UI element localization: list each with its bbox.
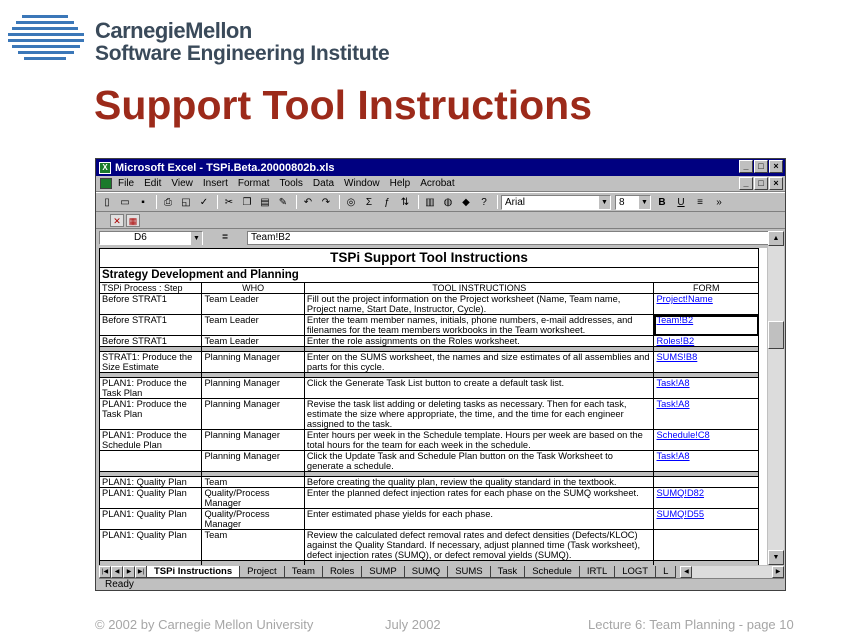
cell-who[interactable]: Team — [202, 477, 304, 488]
drawing-icon[interactable]: ◆ — [462, 196, 470, 208]
pdf-email-icon[interactable]: ▦ — [126, 214, 140, 227]
menu-acrobat[interactable]: Acrobat — [420, 178, 455, 189]
sheet-tab[interactable]: TSPi Instructions — [146, 566, 240, 578]
cell-form[interactable]: Project!Name — [654, 294, 759, 315]
menu-format[interactable]: Format — [237, 178, 270, 189]
table-row — [100, 530, 759, 561]
scroll-left-icon[interactable]: ◀ — [680, 566, 692, 578]
copy-icon[interactable]: ❐ — [242, 196, 252, 208]
cell-form[interactable] — [654, 530, 759, 561]
excel-window — [95, 158, 786, 591]
sheet-title: TSPi Support Tool Instructions — [100, 249, 759, 268]
name-box[interactable] — [99, 231, 203, 245]
cell-instructions[interactable]: Click the Update Task and Schedule Plan button on the Task Worksheet to generate a schedule. — [304, 451, 654, 472]
cell-form[interactable]: Schedule!C8 — [654, 430, 759, 451]
bold-button[interactable]: B — [658, 196, 666, 208]
chevron-down-icon[interactable]: ▼ — [639, 196, 650, 209]
help-icon[interactable]: ? — [481, 196, 487, 208]
sheet-tab[interactable]: LOGT — [614, 566, 656, 578]
cell-instructions[interactable]: Fill out the project information on the Project worksheet (Name, Team name, Project name, Start Date, Instructor, Cycle). — [304, 294, 654, 315]
excel-app-icon: X — [99, 162, 111, 174]
cell-step[interactable] — [100, 451, 202, 472]
menu-file[interactable]: File — [118, 178, 135, 189]
cell-who[interactable]: Quality/Process Manager — [202, 509, 304, 530]
table-row — [100, 352, 759, 373]
formula-bar — [96, 229, 785, 246]
cell-form[interactable] — [654, 477, 759, 488]
logo-line2: Software Engineering Institute — [95, 42, 390, 65]
cell-instructions[interactable]: Review the calculated defect removal rates and defect densities (Defects/KLOC) against the Quality Standard. If necessary, adjust planned time (Task worksheet), defect injection rates (SUMQ), or defect removal yields (SUMQ). — [304, 530, 654, 561]
table-row — [100, 477, 759, 488]
menu-bar — [96, 176, 785, 192]
equals-label: = — [222, 232, 228, 243]
cell-who[interactable]: Quality/Process Manager — [202, 488, 304, 509]
doc-minimize-icon[interactable]: _ — [739, 177, 753, 190]
hyperlink-icon[interactable]: ◎ — [346, 196, 356, 208]
close-icon[interactable]: × — [769, 160, 783, 173]
cell-instructions[interactable]: Before creating the quality plan, review the quality standard in the textbook. — [304, 477, 654, 488]
sheet-tab[interactable]: Task — [490, 566, 526, 578]
sort-icon[interactable]: ⇅ — [400, 196, 410, 208]
new-icon[interactable]: ▯ — [104, 196, 110, 208]
cell-form[interactable]: SUMQ!D82 — [654, 488, 759, 509]
cell-step[interactable]: PLAN1: Quality Plan — [100, 530, 202, 561]
font-name-select[interactable] — [501, 195, 611, 210]
undo-icon[interactable]: ↶ — [303, 196, 313, 208]
acrobat-toolbar — [96, 212, 785, 229]
toolbar-overflow-icon[interactable]: » — [716, 196, 722, 208]
horizontal-scrollbar[interactable] — [680, 566, 784, 578]
menu-view[interactable]: View — [171, 178, 193, 189]
cell-step[interactable]: PLAN1: Produce the Task Plan — [100, 378, 202, 399]
sheet-tab[interactable]: L — [655, 566, 676, 578]
col-header-step: TSPi Process : Step — [100, 283, 202, 294]
table-row — [100, 378, 759, 399]
sheet-tab-bar — [99, 565, 784, 578]
cell-form[interactable]: Roles!B2 — [654, 336, 759, 347]
menu-help[interactable]: Help — [389, 178, 411, 189]
col-header-instructions: TOOL INSTRUCTIONS — [304, 283, 654, 294]
sheet-tab[interactable]: Team — [284, 566, 323, 578]
scroll-right-icon[interactable]: ▶ — [772, 566, 784, 578]
sheet-subtitle: Strategy Development and Planning — [100, 268, 759, 283]
window-title: Microsoft Excel - TSPi.Beta.20000802b.xls — [115, 161, 335, 174]
menu-insert[interactable]: Insert — [202, 178, 228, 189]
cell-who[interactable]: Planning Manager — [202, 451, 304, 472]
sheet-tab[interactable]: Project — [239, 566, 285, 578]
cell-form[interactable]: Task!A8 — [654, 399, 759, 430]
table-row — [100, 430, 759, 451]
cell-step[interactable]: PLAN1: Quality Plan — [100, 477, 202, 488]
column-header-row — [100, 283, 759, 294]
cut-icon[interactable]: ✂ — [224, 196, 234, 208]
cell-step[interactable]: PLAN1: Quality Plan — [100, 509, 202, 530]
cell-form[interactable]: SUMS!B8 — [654, 352, 759, 373]
cell-instructions[interactable]: Enter on the SUMS worksheet, the names and size estimates of all assemblies and parts for this cycle. — [304, 352, 654, 373]
table-row — [100, 451, 759, 472]
table-row — [100, 509, 759, 530]
cell-step[interactable]: PLAN1: Quality Plan — [100, 488, 202, 509]
font-size-select[interactable] — [615, 195, 651, 210]
save-icon[interactable]: ▪ — [141, 196, 145, 208]
cell-who[interactable]: Planning Manager — [202, 352, 304, 373]
cell-instructions[interactable]: Enter the role assignments on the Roles worksheet. — [304, 336, 654, 347]
vertical-scrollbar[interactable] — [768, 231, 784, 565]
spelling-icon[interactable]: ✓ — [199, 196, 209, 208]
cell-instructions[interactable]: Enter hours per week in the Schedule template. Hours per week are based on the total hours for the team for each week in the schedule. — [304, 430, 654, 451]
cell-form[interactable]: SUMQ!D55 — [654, 509, 759, 530]
col-header-form: FORM — [654, 283, 759, 294]
print-preview-icon[interactable]: ◱ — [181, 196, 191, 208]
underline-button[interactable]: U — [677, 196, 685, 208]
cell-instructions[interactable]: Enter estimated phase yields for each phase. — [304, 509, 654, 530]
table-row — [100, 336, 759, 347]
standard-toolbar — [96, 192, 785, 212]
cell-who[interactable]: Team Leader — [202, 336, 304, 347]
chevron-down-icon[interactable]: ▼ — [191, 232, 202, 245]
cell-who[interactable]: Planning Manager — [202, 430, 304, 451]
cell-who[interactable]: Team — [202, 530, 304, 561]
cell-step[interactable]: Before STRAT1 — [100, 315, 202, 336]
menu-tools[interactable]: Tools — [279, 178, 303, 189]
cmu-logo-icon — [8, 13, 88, 63]
cell-instructions[interactable]: Revise the task list adding or deleting tasks as necessary. Then for each task, estimate the size where appropriate, the time, and the time for each engineer assigned to the task. — [304, 399, 654, 430]
table-row — [100, 399, 759, 430]
last-sheet-icon[interactable]: ▶| — [135, 566, 147, 578]
font-size-value: 8 — [619, 196, 625, 208]
formula-input[interactable]: Team!B2 — [247, 231, 783, 245]
scroll-thumb[interactable] — [768, 321, 784, 349]
cell-step[interactable]: STRAT1: Produce the Size Estimate — [100, 352, 202, 373]
cell-instructions[interactable]: Click the Generate Task List button to create a default task list. — [304, 378, 654, 399]
next-sheet-icon[interactable]: ▶ — [123, 566, 135, 578]
cell-who[interactable]: Team Leader — [202, 294, 304, 315]
sheet-tab[interactable]: SUMP — [361, 566, 404, 578]
sheet-tab[interactable]: Roles — [322, 566, 362, 578]
maximize-icon[interactable]: □ — [754, 160, 768, 173]
prev-sheet-icon[interactable]: ◀ — [111, 566, 123, 578]
slide-title: Support Tool Instructions — [94, 82, 593, 128]
name-box-value: D6 — [134, 231, 147, 243]
cell-who[interactable]: Planning Manager — [202, 378, 304, 399]
pdf-convert-icon[interactable]: ✕ — [110, 214, 124, 227]
sheet-tab[interactable]: SUMQ — [404, 566, 449, 578]
scroll-down-icon[interactable]: ▼ — [768, 550, 784, 565]
cell-instructions[interactable]: Enter the planned defect injection rates for each phase on the SUMQ worksheet. — [304, 488, 654, 509]
table-row — [100, 315, 759, 336]
redo-icon[interactable]: ↷ — [321, 196, 331, 208]
cell-who[interactable]: Team Leader — [202, 315, 304, 336]
align-left-icon[interactable]: ≡ — [697, 196, 703, 208]
cell-who[interactable]: Planning Manager — [202, 399, 304, 430]
footer-date: July 2002 — [385, 617, 441, 632]
function-icon[interactable]: ƒ — [384, 196, 390, 208]
sheet-tab[interactable]: IRTL — [579, 566, 615, 578]
cell-step[interactable]: PLAN1: Produce the Schedule Plan — [100, 430, 202, 451]
title-bar — [96, 159, 785, 176]
doc-close-icon[interactable]: × — [769, 177, 783, 190]
cell-step[interactable]: Before STRAT1 — [100, 294, 202, 315]
minimize-icon[interactable]: _ — [739, 160, 753, 173]
cell-form[interactable]: Task!A8 — [654, 451, 759, 472]
open-icon[interactable]: ▭ — [120, 196, 130, 208]
cell-form[interactable]: Task!A8 — [654, 378, 759, 399]
sheet-tab[interactable]: SUMS — [447, 566, 490, 578]
menu-edit[interactable]: Edit — [144, 178, 162, 189]
map-icon[interactable]: ◍ — [443, 196, 453, 208]
paste-icon[interactable]: ▤ — [260, 196, 270, 208]
cell-step[interactable]: Before STRAT1 — [100, 336, 202, 347]
print-icon[interactable]: ⎙ — [164, 196, 172, 208]
workbook-icon[interactable] — [100, 178, 112, 189]
sheet-tab[interactable]: Schedule — [524, 566, 580, 578]
footer-page: Lecture 6: Team Planning - page 10 — [588, 617, 794, 632]
cell-form[interactable]: Team!B2 — [654, 315, 759, 336]
cell-instructions[interactable]: Enter the team member names, initials, phone numbers, e-mail addresses, and filenames for the team members workbooks in the Team worksheet. — [304, 315, 654, 336]
status-bar: Ready — [99, 578, 784, 590]
autosum-icon[interactable]: Σ — [365, 196, 373, 208]
table-row — [100, 488, 759, 509]
cell-step[interactable]: PLAN1: Produce the Task Plan — [100, 399, 202, 430]
col-header-who: WHO — [202, 283, 304, 294]
footer-copyright: © 2002 by Carnegie Mellon University — [95, 617, 314, 632]
chevron-down-icon[interactable]: ▼ — [599, 196, 610, 209]
menu-window[interactable]: Window — [344, 178, 380, 189]
table-row — [100, 294, 759, 315]
logo-line1: CarnegieMellon — [95, 18, 252, 43]
first-sheet-icon[interactable]: |◀ — [99, 566, 111, 578]
scroll-up-icon[interactable]: ▲ — [768, 231, 784, 246]
chart-wizard-icon[interactable]: ▥ — [425, 196, 435, 208]
format-painter-icon[interactable]: ✎ — [278, 196, 288, 208]
menu-data[interactable]: Data — [312, 178, 335, 189]
worksheet-grid[interactable] — [99, 248, 767, 565]
doc-restore-icon[interactable]: □ — [754, 177, 768, 190]
font-name-value: Arial — [505, 196, 526, 208]
